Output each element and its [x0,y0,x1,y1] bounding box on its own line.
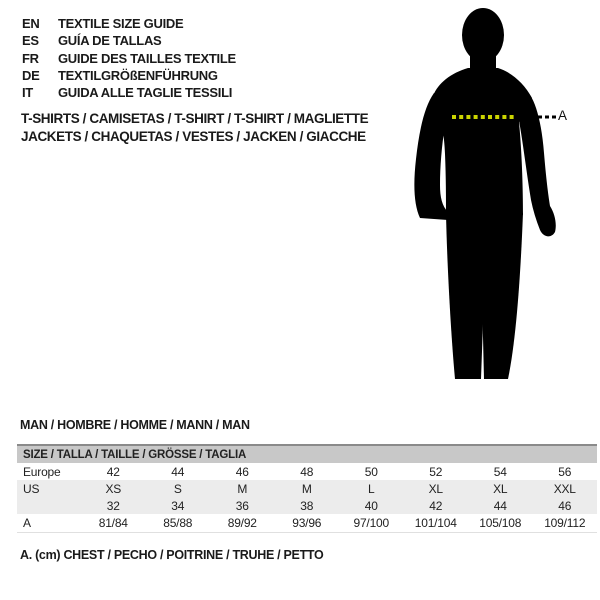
size-value: 105/108 [479,515,522,530]
size-value: M [237,481,248,496]
table-bottom-divider [17,532,597,533]
row-label: US [23,481,40,496]
size-table [17,444,597,533]
size-value: 109/112 [544,515,586,530]
table-row-us-letters [17,480,597,497]
row-label: A [23,515,31,530]
language-title: TEXTILGRÖßENFÜHRUNG [58,68,218,84]
size-value: 44 [171,464,185,479]
size-value: 40 [364,498,378,513]
size-value: 42 [106,464,120,479]
language-row [22,50,236,67]
size-value: 42 [429,498,443,513]
size-value: 34 [171,498,185,513]
size-value: M [301,481,312,496]
size-value: 38 [300,498,314,513]
language-title: GUÍA DE TALLAS [58,33,162,49]
language-row [22,67,236,84]
size-value: 44 [493,498,507,513]
language-title: GUIDE DES TAILLES TEXTILE [58,50,236,66]
size-value: XXL [553,481,576,496]
size-value: XL [428,481,443,496]
category-line-tshirts: T-SHIRTS / CAMISETAS / T-SHIRT / T-SHIRT / MAGLIETTE [21,111,369,126]
language-row [22,84,236,101]
measurement-footnote: A. (cm) CHEST / PECHO / POITRINE / TRUHE / PETTO [20,548,324,562]
table-row-europe [17,463,597,480]
size-value: L [368,481,375,496]
table-row-us-numeric [17,497,597,514]
language-code: ES [22,33,39,49]
table-row-chest-a [17,514,597,531]
language-code: FR [22,50,39,66]
size-value: S [173,481,182,496]
size-value: 85/88 [163,515,193,530]
size-value: 48 [300,464,314,479]
language-row [22,32,236,49]
language-code: IT [22,85,33,101]
size-value: XS [105,481,122,496]
garment-categories [21,110,368,145]
size-value: 54 [493,464,507,479]
language-code: EN [22,16,40,32]
section-title-man: MAN / HOMBRE / HOMME / MANN / MAN [20,418,250,432]
size-value: XL [493,481,508,496]
language-row [22,15,236,32]
size-value: 50 [364,464,378,479]
size-value: 32 [106,498,120,513]
size-value: 56 [558,464,572,479]
silhouette-shapes [414,8,555,379]
size-value: 52 [429,464,443,479]
size-value: 89/92 [227,515,257,530]
size-value: 97/100 [353,515,389,530]
language-code: DE [22,68,40,84]
measure-label-a: A [558,108,568,123]
size-value: 93/96 [292,515,322,530]
size-table-header: SIZE / TALLA / TAILLE / GRÖSSE / TAGLIA [17,444,597,463]
size-value: 101/104 [414,515,457,530]
language-title: GUIDA ALLE TAGLIE TESSILI [58,85,233,101]
category-line-jackets: JACKETS / CHAQUETAS / VESTES / JACKEN / GIACCHE [21,128,366,144]
row-label: Europe [23,464,61,479]
size-value: 46 [235,464,249,479]
size-value: 81/84 [98,515,128,530]
man-silhouette [403,6,568,388]
size-value: 46 [558,498,572,513]
language-title: TEXTILE SIZE GUIDE [58,16,184,32]
language-legend [22,15,236,101]
size-value: 36 [235,498,249,513]
